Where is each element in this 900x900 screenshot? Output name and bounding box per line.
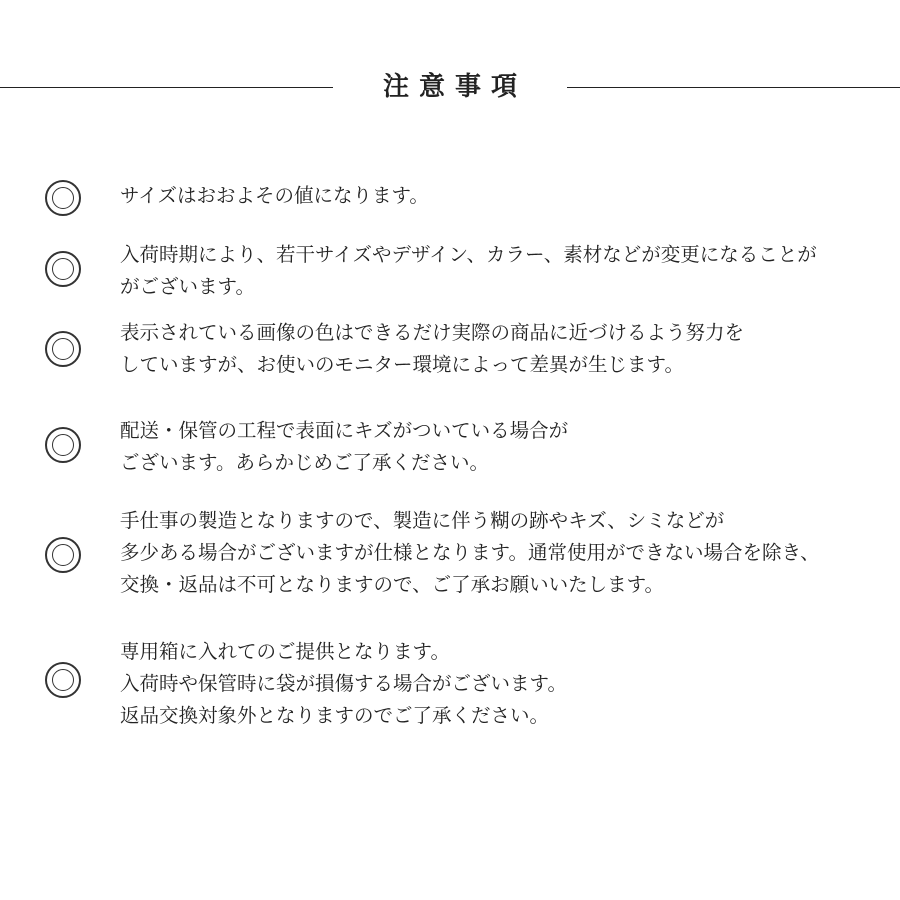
note-text [120, 415, 890, 479]
note-line: 専用箱に入れてのご提供となります。 [120, 640, 450, 663]
note-text [120, 636, 890, 732]
double-circle-icon [45, 662, 81, 698]
header [0, 62, 900, 112]
note-text [120, 180, 890, 212]
note-text [120, 239, 890, 303]
header-rule-left [0, 87, 333, 88]
page-title: 注意事項 [382, 72, 527, 102]
note-text [120, 317, 890, 381]
note-line: 表示されている画像の色はできるだけ実際の商品に近づけるよう努力を [120, 321, 745, 344]
double-circle-icon [45, 251, 81, 287]
note-text [120, 505, 890, 601]
note-line: 多少ある場合がございますが仕様となります。通常使用ができない場合を除き、 [120, 541, 820, 564]
note-line: 返品交換対象外となりますのでご了承ください。 [120, 704, 550, 727]
note-line: 入荷時期により、若干サイズやデザイン、カラー、素材などが変更になることが [120, 243, 817, 266]
double-circle-icon [45, 331, 81, 367]
double-circle-icon [45, 427, 81, 463]
note-line: サイズはおおよその値になります。 [120, 184, 429, 207]
note-line: がございます。 [120, 275, 255, 298]
note-line: 手仕事の製造となりますので、製造に伴う糊の跡やキズ、シミなどが [120, 509, 725, 532]
double-circle-icon [45, 180, 81, 216]
note-line: 交換・返品は不可となりますので、ご了承お願いいたします。 [120, 573, 665, 596]
header-rule-right [567, 87, 900, 88]
note-line: していますが、お使いのモニター環境によって差異が生じます。 [120, 353, 684, 376]
note-line: ございます。あらかじめご了承ください。 [120, 451, 489, 474]
note-line: 配送・保管の工程で表面にキズがついている場合が [120, 419, 569, 442]
double-circle-icon [45, 537, 81, 573]
note-line: 入荷時や保管時に袋が損傷する場合がございます。 [120, 672, 567, 695]
